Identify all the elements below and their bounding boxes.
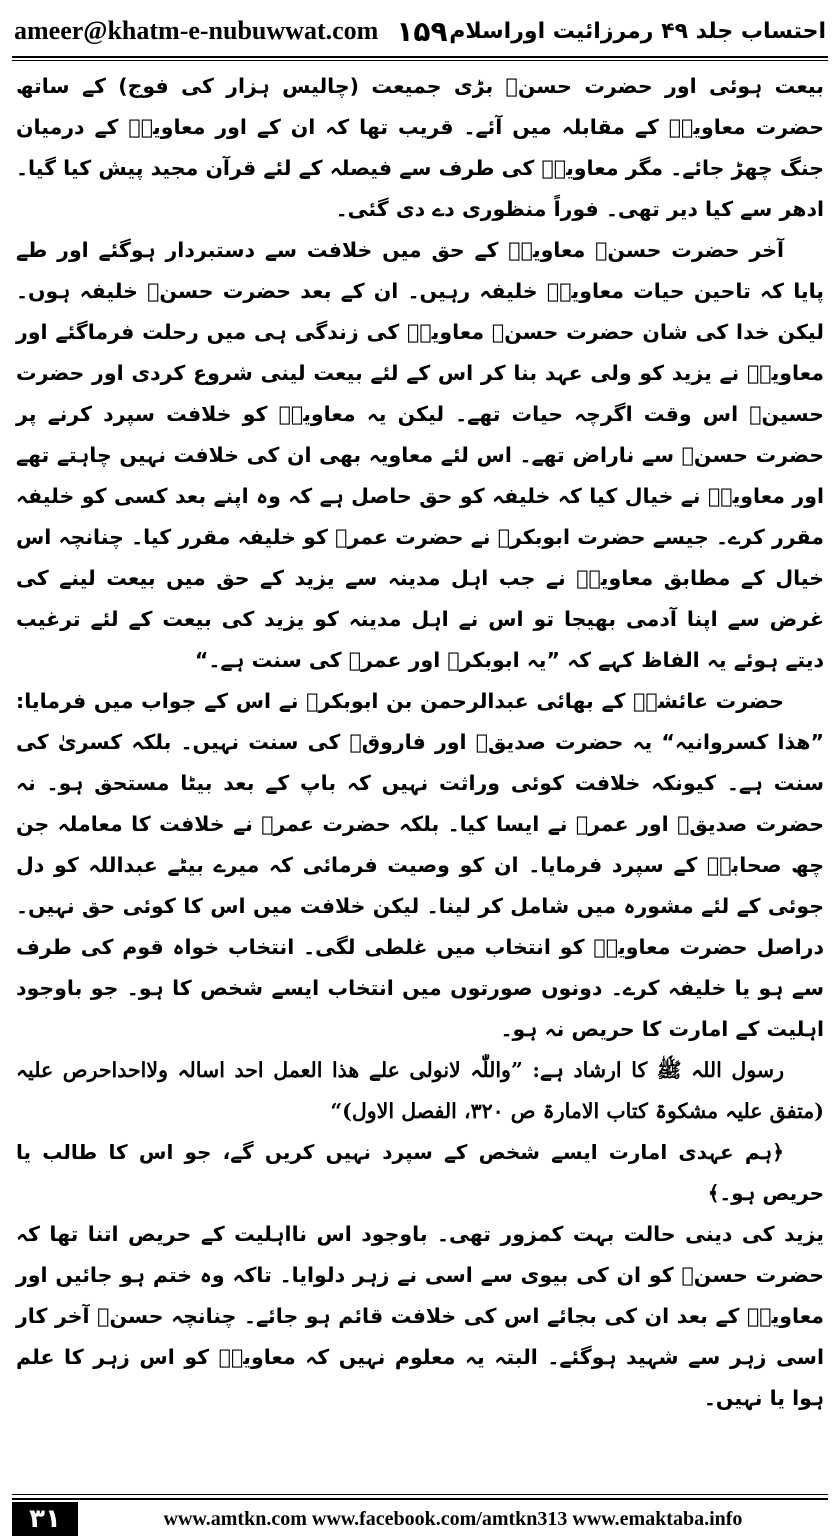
paragraph-2: آخر حضرت حسنؓ معاویہؓ کے حق میں خلافت سے دستبردار ہوگئے اور طے پایا کہ تاحین حیات معاویہؓ خلیفہ رہیں۔ ان کے بعد حضرت حسنؓ خلیفہ ہوں۔ لیکن خدا کی شان حضرت حسنؓ معاویہؓ کی زندگی ہی میں رحلت فرماگئے اور معاویہؓ نے یزید کو ولی عہد بنا کر اس کے لئے بیعت لینی شروع کردی اور حضرت حسینؓ اس وقت اگرچہ حیات تھے۔ لیکن یہ معاویہؓ کو خلافت سپرد کرنے پر حضرت حسنؓ سے ناراض تھے۔ اس لئے معاویہ بھی ان کی خلافت نہیں چاہتے تھے اور معاویہؓ نے خیال کیا کہ خلیفہ کو حق حاصل ہے کہ وہ اپنے بعد کسی کو خلیفہ مقرر کرے۔ جیسے حضرت ابوبکرؓ نے حضرت عمرؓ کو خلیفہ مقرر کیا۔ چنانچہ اس خیال کے مطابق معاویہؓ نے جب اہل مدینہ سے یزید کے حق میں بیعت لینے کی غرض سے اپنا آدمی بھیجا تو اس نے اہل مدینہ کو یزید کی بیعت کے لئے ترغیب دیتے ہوئے یہ الفاظ کہے کہ ”یہ ابوبکرؓ اور عمرؓ کی سنت ہے۔“ (16, 238, 824, 672)
hadith-translation: ﴿ہم عہدی امارت ایسے شخص کے سپرد نہیں کریں گے، جو اس کا طالب یا حریص ہو۔﴾ (16, 1140, 824, 1205)
hadith-quote: رسول اللہ ﷺ کا ارشاد ہے: ”واللّٰہ لانولی علے ھذا العمل احد اسالہ ولااحداحرص علیہ (متفق علیہ مشکوۃ کتاب الامارۃ ص ۳۲۰، الفصل الاول)“ (16, 1058, 824, 1123)
page-footer (12, 1502, 828, 1536)
paragraph-4: یزید کی دینی حالت بہت کمزور تھی۔ باوجود اس نااہلیت کے حریص اتنا تھا کہ حضرت حسنؓ کو ان کی بیوی سے اسی نے زہر دلوایا۔ تاکہ وہ ختم ہو جائیں اور معاویہؓ کے بعد ان کی بجائے اس کی خلافت قائم ہو جائے۔ چنانچہ حسنؓ آخر کار اسی زہر سے شہید ہوگئے۔ البتہ یہ معلوم نہیں کہ معاویہؓ کو اس زہر کا علم ہوا یا نہیں۔ (16, 1222, 824, 1410)
paragraph-3: حضرت عائشہؓ کے بھائی عبدالرحمن بن ابوبکرؓ نے اس کے جواب میں فرمایا: ”ھذا کسروانیہ“ یہ حضرت صدیقؓ اور فاروقؓ کی سنت نہیں۔ بلکہ کسریٰ کی سنت ہے۔ کیونکہ خلافت کوئی وراثت نہیں کہ باپ کے بعد بیٹا مستحق ہو۔ نہ حضرت صدیقؓ اور عمرؓ نے ایسا کیا۔ بلکہ حضرت عمرؓ نے خلافت کا معاملہ جن چھ صحابہؓ کے سپرد فرمایا۔ ان کو وصیت فرمائی کہ میرے بیٹے عبداللہ کو دل جوئی کے لئے مشورہ میں شامل کر لینا۔ لیکن خلافت میں اس کا کوئی حق نہیں۔ دراصل حضرت معاویہؓ کو انتخاب میں غلطی لگی۔ انتخاب خواہ قوم کی طرف سے ہو یا خلیفہ کرے۔ دونوں صورتوں میں انتخاب ایسے شخص کا ہو۔ جو باوجود اہلیت کے امارت کا حریص نہ ہو۔ (16, 689, 824, 1041)
header-title: احتساب جلد ۴۹ رمرزائیت اوراسلام (449, 18, 826, 44)
footer-links: www.amtkn.com www.facebook.com/amtkn313 www.emaktaba.info (163, 1507, 743, 1530)
header-rule-thin (12, 60, 828, 61)
header-rule-thick (12, 56, 828, 58)
paragraph-1: بیعت ہوئی اور حضرت حسنؓ بڑی جمیعت (چالیس ہزار کی فوج) کے ساتھ حضرت معاویہؓ کے مقابلہ میں آئے۔ قریب تھا کہ ان کے اور معاویہؓ کے درمیان جنگ چھڑ جائے۔ مگر معاویہؓ کی طرف سے فیصلہ کے لئے قرآن مجید پیش کیا گیا۔ ادھر سے کیا دیر تھی۔ فوراً منظوری دے دی گئی۔ (16, 74, 824, 221)
footer-rule-thick (12, 1498, 828, 1500)
page-header (14, 8, 826, 54)
body-text (16, 66, 824, 1448)
footer-page-number: ۳۱ (12, 1502, 78, 1536)
header-email: ameer@khatm-e-nubuwwat.com (14, 16, 379, 45)
header-page-number: ۱۵۹ (396, 14, 448, 48)
header-left (14, 15, 448, 48)
footer-rule-thin (12, 1494, 828, 1495)
